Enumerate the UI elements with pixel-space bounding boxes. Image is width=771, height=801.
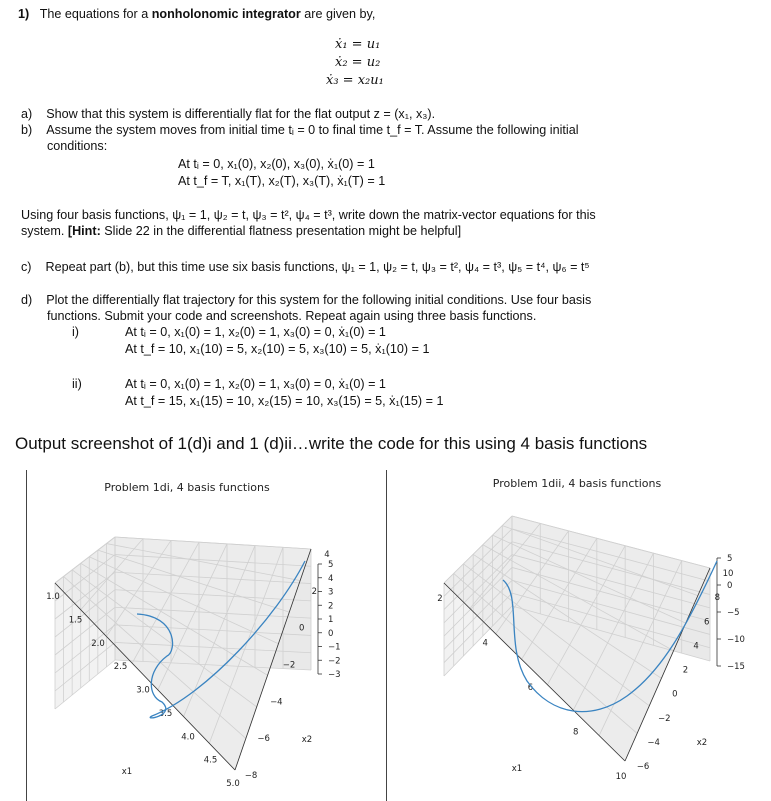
part-d-ii-line2: At t_f = 15, x₁(15) = 10, x₂(15) = 10, x₃(15) = 5, ẋ₁(15) = 1 bbox=[125, 394, 444, 408]
part-a-text: Show that this system is differentially flat for the flat output z = (x₁, x₃). bbox=[46, 107, 436, 121]
x-tick-label: 10 bbox=[615, 772, 627, 782]
y-tick-label: 0 bbox=[672, 689, 678, 700]
y-axis-label: x2 bbox=[301, 735, 313, 745]
x-axis-label: x1 bbox=[511, 764, 523, 774]
part-d-i-line2: At t_f = 10, x₁(10) = 5, x₂(10) = 5, x₃(10) = 5, ẋ₁(10) = 1 bbox=[125, 342, 430, 356]
x-tick-label: 1.5 bbox=[68, 615, 83, 626]
z-tick-label: 0 bbox=[328, 628, 334, 639]
z-tick-label: −15 bbox=[727, 662, 745, 672]
x-tick-label: 6 bbox=[527, 683, 534, 693]
x-tick-label: 2.5 bbox=[113, 662, 128, 673]
using-line2 bbox=[21, 224, 461, 238]
z-tick-label: 1 bbox=[328, 615, 334, 625]
y-tick-label: 4 bbox=[324, 550, 330, 560]
y-tick-label: 2 bbox=[311, 586, 318, 597]
intro-post: are given by, bbox=[300, 7, 376, 21]
y-tick-label: −6 bbox=[257, 734, 270, 745]
y-tick-label: 8 bbox=[714, 593, 721, 604]
part-b-cond2: At t_f = T, x₁(T), x₂(T), x₃(T), ẋ₁(T) = 1 bbox=[178, 174, 386, 188]
x-tick-label: 3.5 bbox=[158, 708, 173, 719]
x-tick-label: 4.0 bbox=[181, 732, 195, 743]
plot-1dii-canvas bbox=[387, 466, 771, 801]
x-tick-label: 3.0 bbox=[136, 685, 150, 696]
using-line2-post: Slide 22 in the differential flatness presentation might be helpful] bbox=[100, 224, 462, 238]
x-tick-label: 4 bbox=[482, 638, 488, 649]
using-line1: Using four basis functions, ψ₁ = 1, ψ₂ = t, ψ₃ = t², ψ₄ = t³, write down the matrix-vector equations for this bbox=[21, 208, 596, 222]
y-tick-label: 2 bbox=[682, 665, 689, 676]
z-tick-label: 0 bbox=[727, 581, 733, 591]
part-c-label: c) bbox=[21, 260, 32, 274]
part-d-i-line1: At tᵢ = 0, x₁(0) = 1, x₂(0) = 1, x₃(0) = 0, ẋ₁(0) = 1 bbox=[125, 325, 386, 339]
x-tick-label: 2 bbox=[437, 594, 443, 604]
part-b bbox=[21, 123, 579, 137]
y-tick-label: −4 bbox=[647, 737, 660, 748]
part-d bbox=[21, 293, 591, 307]
plot-title: Problem 1dii, 4 basis functions bbox=[492, 477, 662, 490]
part-b-line2: conditions: bbox=[47, 139, 108, 153]
intro-bold: nonholonomic integrator bbox=[151, 7, 301, 21]
z-tick-label: −3 bbox=[328, 670, 341, 680]
problem-number: 1) bbox=[18, 7, 30, 21]
hint-label: [Hint: bbox=[67, 224, 101, 238]
output-heading: Output screenshot of 1(d)i and 1 (d)ii…write the code for this using 4 basis functions bbox=[15, 434, 648, 453]
y-axis-label: x2 bbox=[696, 738, 708, 748]
y-tick-label: 0 bbox=[298, 623, 305, 634]
equation-3: ẋ₃ = x₂u₁ bbox=[326, 73, 384, 88]
plot-1dii bbox=[387, 466, 771, 801]
y-tick-label: −2 bbox=[282, 660, 296, 671]
x-tick-label: 1.0 bbox=[46, 592, 60, 602]
z-tick-label: −2 bbox=[328, 656, 341, 667]
z-tick-label: −10 bbox=[727, 635, 745, 645]
z-tick-label: 5 bbox=[727, 554, 733, 564]
part-b-text: Assume the system moves from initial time tᵢ = 0 to final time t_f = T. Assume the following initial bbox=[46, 123, 579, 137]
y-tick-label: 10 bbox=[722, 569, 734, 579]
part-d-i-label: i) bbox=[72, 325, 79, 339]
y-tick-label: −8 bbox=[244, 771, 258, 781]
z-tick-label: 5 bbox=[328, 560, 334, 570]
problem-intro bbox=[18, 7, 375, 21]
part-d-label: d) bbox=[21, 293, 33, 307]
x-tick-label: 8 bbox=[573, 727, 579, 738]
x-tick-label: 5.0 bbox=[226, 779, 240, 789]
plot-title: Problem 1di, 4 basis functions bbox=[104, 481, 270, 494]
y-tick-label: −2 bbox=[657, 713, 671, 724]
equation-2: ẋ₂ = u₂ bbox=[335, 55, 381, 70]
z-tick-label: 4 bbox=[328, 573, 334, 584]
x-tick-label: 2.0 bbox=[91, 638, 105, 649]
part-c bbox=[21, 260, 590, 274]
using-line2-pre: system. bbox=[21, 224, 68, 238]
y-tick-label: 6 bbox=[704, 617, 710, 628]
y-tick-label: −6 bbox=[636, 762, 650, 772]
part-d-ii-line1: At tᵢ = 0, x₁(0) = 1, x₂(0) = 1, x₃(0) = 0, ẋ₁(0) = 1 bbox=[125, 377, 386, 391]
x-tick-label: 4.5 bbox=[203, 755, 218, 766]
z-tick-label: 2 bbox=[328, 601, 334, 612]
part-b-cond1: At tᵢ = 0, x₁(0), x₂(0), x₃(0), ẋ₁(0) = 1 bbox=[178, 157, 375, 171]
z-tick-label: 3 bbox=[328, 587, 334, 598]
part-d-ii-label: ii) bbox=[72, 377, 82, 391]
part-c-text: Repeat part (b), but this time use six basis functions, ψ₁ = 1, ψ₂ = t, ψ₃ = t², ψ₄ = t³, ψ₅ = t⁴, ψ₆ = t⁵ bbox=[45, 260, 590, 274]
z-tick-label: −5 bbox=[727, 608, 740, 618]
intro-pre: The equations for a bbox=[39, 7, 152, 21]
equation-1: ẋ₁ = u₁ bbox=[335, 37, 381, 52]
plot-1di bbox=[27, 466, 385, 801]
part-d-line2: functions. Submit your code and screenshots. Repeat again using three basis functions. bbox=[47, 309, 537, 323]
part-b-label: b) bbox=[21, 123, 33, 137]
z-tick-label: −1 bbox=[328, 642, 341, 653]
part-d-text: Plot the differentially flat trajectory for this system for the following initial conditions. Use four basis bbox=[46, 293, 592, 307]
y-tick-label: −4 bbox=[270, 697, 283, 708]
y-tick-label: 4 bbox=[693, 641, 699, 652]
part-a-label: a) bbox=[21, 107, 33, 121]
part-a bbox=[21, 107, 435, 121]
plot-1di-canvas bbox=[27, 466, 385, 801]
x-axis-label: x1 bbox=[121, 767, 133, 777]
